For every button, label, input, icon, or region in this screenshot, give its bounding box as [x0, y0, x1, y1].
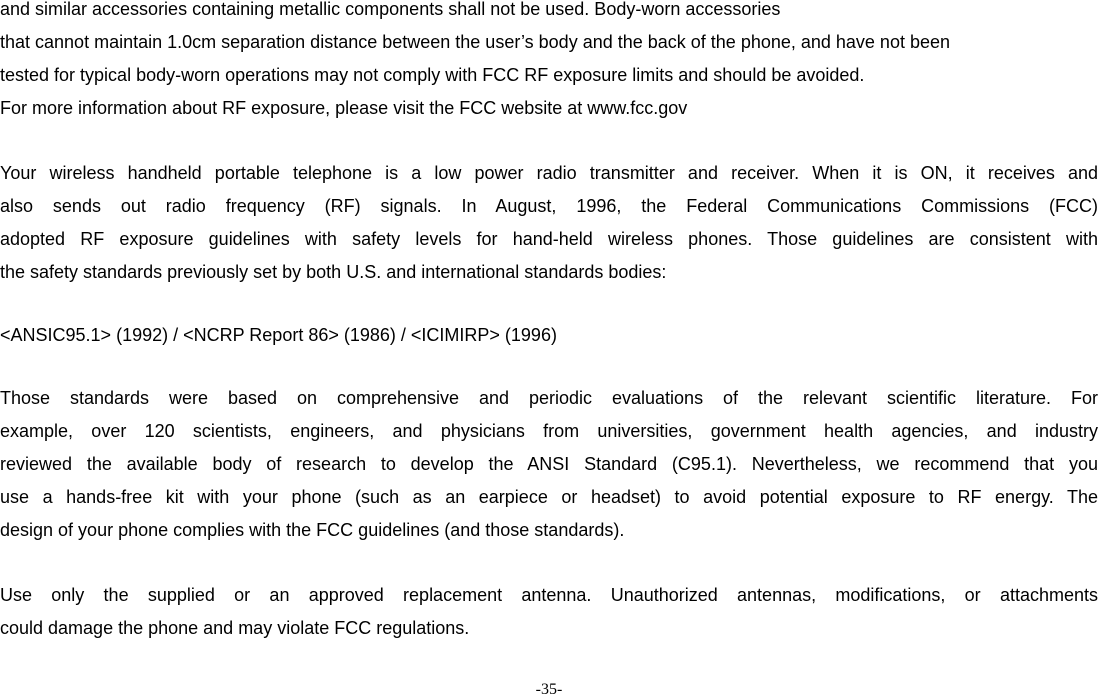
text-line: example, over 120 scientists, engineers, and physicians from universities, government health agencies, and industry	[0, 421, 1098, 441]
text-line: adopted RF exposure guidelines with safety levels for hand-held wireless phones. Those guidelines are consistent with	[0, 229, 1098, 249]
text-line: reviewed the available body of research to develop the ANSI Standard (C95.1). Nevertheless, we recommend that you	[0, 454, 1098, 474]
text-line: and similar accessories containing metallic components shall not be used. Body-worn accessories	[0, 0, 781, 19]
text-line: Those standards were based on comprehensive and periodic evaluations of the relevant scientific literature. For	[0, 388, 1098, 408]
text-line: could damage the phone and may violate FCC regulations.	[0, 618, 470, 638]
text-line: that cannot maintain 1.0cm separation distance between the user’s body and the back of the phone, and have not been	[0, 32, 951, 52]
text-line: also sends out radio frequency (RF) signals. In August, 1996, the Federal Communications Commissions (FCC)	[0, 196, 1098, 216]
page-number: -35-	[535, 681, 563, 698]
standards-line: <ANSIC95.1> (1992) / <NCRP Report 86> (1986) / <ICIMIRP> (1996)	[0, 325, 557, 345]
text-line: use a hands-free kit with your phone (such as an earpiece or headset) to avoid potential exposure to RF energy. The	[0, 487, 1098, 507]
text-line: For more information about RF exposure, please visit the FCC website at www.fcc.gov	[0, 98, 688, 118]
text-line: tested for typical body-worn operations may not comply with FCC RF exposure limits and should be avoided.	[0, 65, 865, 85]
text-line: design of your phone complies with the FCC guidelines (and those standards).	[0, 520, 625, 540]
text-line: Your wireless handheld portable telephone is a low power radio transmitter and receiver. When it is ON, it receives and	[0, 163, 1098, 183]
text-line: Use only the supplied or an approved replacement antenna. Unauthorized antennas, modifications, or attachments	[0, 585, 1098, 605]
text-line: the safety standards previously set by both U.S. and international standards bodies:	[0, 262, 667, 282]
